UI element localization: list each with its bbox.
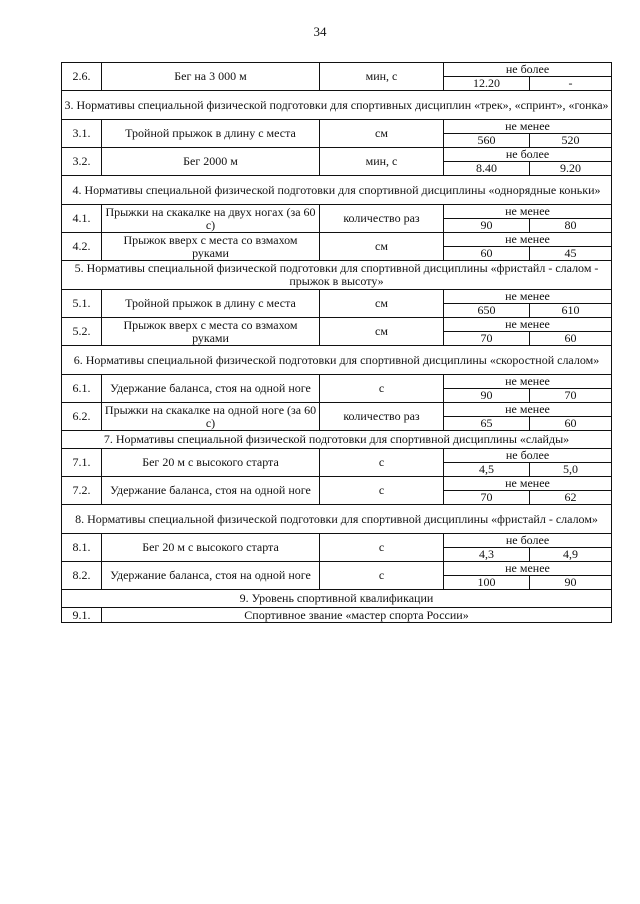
- unit: с: [320, 477, 444, 505]
- unit: см: [320, 318, 444, 346]
- table-row: [62, 534, 612, 548]
- value-2: 60: [530, 417, 612, 431]
- table-row: [62, 608, 612, 623]
- unit: с: [320, 449, 444, 477]
- table-row: [62, 120, 612, 134]
- value-1: 8.40: [444, 162, 530, 176]
- section-row: [62, 176, 612, 205]
- condition: не менее: [444, 205, 612, 219]
- table-row: [62, 449, 612, 463]
- section-row: [62, 91, 612, 120]
- unit: см: [320, 290, 444, 318]
- row-number: 2.6.: [62, 63, 102, 91]
- row-number: 3.1.: [62, 120, 102, 148]
- section-row: [62, 590, 612, 608]
- value-2: 9.20: [530, 162, 612, 176]
- section-row: [62, 431, 612, 449]
- row-number: 5.2.: [62, 318, 102, 346]
- value-1: 70: [444, 332, 530, 346]
- unit: мин, с: [320, 148, 444, 176]
- unit: мин, с: [320, 63, 444, 91]
- value-2: 70: [530, 389, 612, 403]
- section-heading: 4. Нормативы специальной физической подготовки для спортивной дисциплины «однорядные коньки»: [62, 176, 612, 205]
- table-row: [62, 318, 612, 332]
- condition: не менее: [444, 290, 612, 304]
- section-heading: 3. Нормативы специальной физической подготовки для спортивных дисциплин «трек», «спринт», «гонка»: [62, 91, 612, 120]
- qualification-name: Спортивное звание «мастер спорта России»: [102, 608, 612, 623]
- value-2: 80: [530, 219, 612, 233]
- exercise-name: Тройной прыжок в длину с места: [102, 290, 320, 318]
- table-row: [62, 205, 612, 219]
- value-2: -: [530, 77, 612, 91]
- section-heading: 9. Уровень спортивной квалификации: [62, 590, 612, 608]
- value-1: 100: [444, 576, 530, 590]
- condition: не менее: [444, 120, 612, 134]
- exercise-name: Удержание баланса, стоя на одной ноге: [102, 477, 320, 505]
- exercise-name: Прыжок вверх с места со взмахом руками: [102, 318, 320, 346]
- unit: с: [320, 562, 444, 590]
- row-number: 8.1.: [62, 534, 102, 562]
- section-row: [62, 261, 612, 290]
- condition: не более: [444, 63, 612, 77]
- value-1: 70: [444, 491, 530, 505]
- table-row: [62, 403, 612, 417]
- row-number: 3.2.: [62, 148, 102, 176]
- unit: см: [320, 233, 444, 261]
- row-number: 7.1.: [62, 449, 102, 477]
- value-2: 610: [530, 304, 612, 318]
- value-1: 60: [444, 247, 530, 261]
- table-row: [62, 63, 612, 77]
- condition: не более: [444, 534, 612, 548]
- condition: не менее: [444, 562, 612, 576]
- condition: не менее: [444, 375, 612, 389]
- condition: не более: [444, 449, 612, 463]
- row-number: 4.1.: [62, 205, 102, 233]
- condition: не менее: [444, 318, 612, 332]
- exercise-name: Удержание баланса, стоя на одной ноге: [102, 375, 320, 403]
- exercise-name: Бег 2000 м: [102, 148, 320, 176]
- row-number: 4.2.: [62, 233, 102, 261]
- section-heading: 5. Нормативы специальной физической подготовки для спортивной дисциплины «фристайл - слалом - прыжок в высоту»: [62, 261, 612, 290]
- unit: количество раз: [320, 403, 444, 431]
- section-row: [62, 346, 612, 375]
- exercise-name: Бег 20 м с высокого старта: [102, 534, 320, 562]
- table-row: [62, 477, 612, 491]
- condition: не менее: [444, 403, 612, 417]
- section-heading: 7. Нормативы специальной физической подготовки для спортивной дисциплины «слайды»: [62, 431, 612, 449]
- value-1: 650: [444, 304, 530, 318]
- norms-table: [61, 62, 612, 623]
- value-1: 4,3: [444, 548, 530, 562]
- value-1: 65: [444, 417, 530, 431]
- value-2: 520: [530, 134, 612, 148]
- exercise-name: Бег 20 м с высокого старта: [102, 449, 320, 477]
- section-heading: 6. Нормативы специальной физической подготовки для спортивной дисциплины «скоростной слалом»: [62, 346, 612, 375]
- value-2: 62: [530, 491, 612, 505]
- value-2: 5,0: [530, 463, 612, 477]
- row-number: 8.2.: [62, 562, 102, 590]
- row-number: 6.2.: [62, 403, 102, 431]
- row-number: 7.2.: [62, 477, 102, 505]
- row-number: 5.1.: [62, 290, 102, 318]
- unit: количество раз: [320, 205, 444, 233]
- unit: см: [320, 120, 444, 148]
- value-2: 60: [530, 332, 612, 346]
- table-row: [62, 148, 612, 162]
- value-2: 45: [530, 247, 612, 261]
- value-1: 4,5: [444, 463, 530, 477]
- table-row: [62, 290, 612, 304]
- unit: с: [320, 534, 444, 562]
- section-row: [62, 505, 612, 534]
- page-number: 34: [313, 24, 327, 39]
- condition: не более: [444, 148, 612, 162]
- table-row: [62, 233, 612, 247]
- value-2: 4,9: [530, 548, 612, 562]
- exercise-name: Прыжки на скакалке на двух ногах (за 60 с): [102, 205, 320, 233]
- value-1: 12.20: [444, 77, 530, 91]
- exercise-name: Прыжок вверх с места со взмахом руками: [102, 233, 320, 261]
- value-1: 90: [444, 219, 530, 233]
- row-number: 6.1.: [62, 375, 102, 403]
- value-1: 560: [444, 134, 530, 148]
- condition: не менее: [444, 477, 612, 491]
- exercise-name: Бег на 3 000 м: [102, 63, 320, 91]
- table-row: [62, 562, 612, 576]
- section-heading: 8. Нормативы специальной физической подготовки для спортивной дисциплины «фристайл - слалом»: [62, 505, 612, 534]
- row-number: 9.1.: [62, 608, 102, 623]
- condition: не менее: [444, 233, 612, 247]
- exercise-name: Тройной прыжок в длину с места: [102, 120, 320, 148]
- exercise-name: Удержание баланса, стоя на одной ноге: [102, 562, 320, 590]
- value-2: 90: [530, 576, 612, 590]
- unit: с: [320, 375, 444, 403]
- value-1: 90: [444, 389, 530, 403]
- exercise-name: Прыжки на скакалке на одной ноге (за 60 с): [102, 403, 320, 431]
- table-row: [62, 375, 612, 389]
